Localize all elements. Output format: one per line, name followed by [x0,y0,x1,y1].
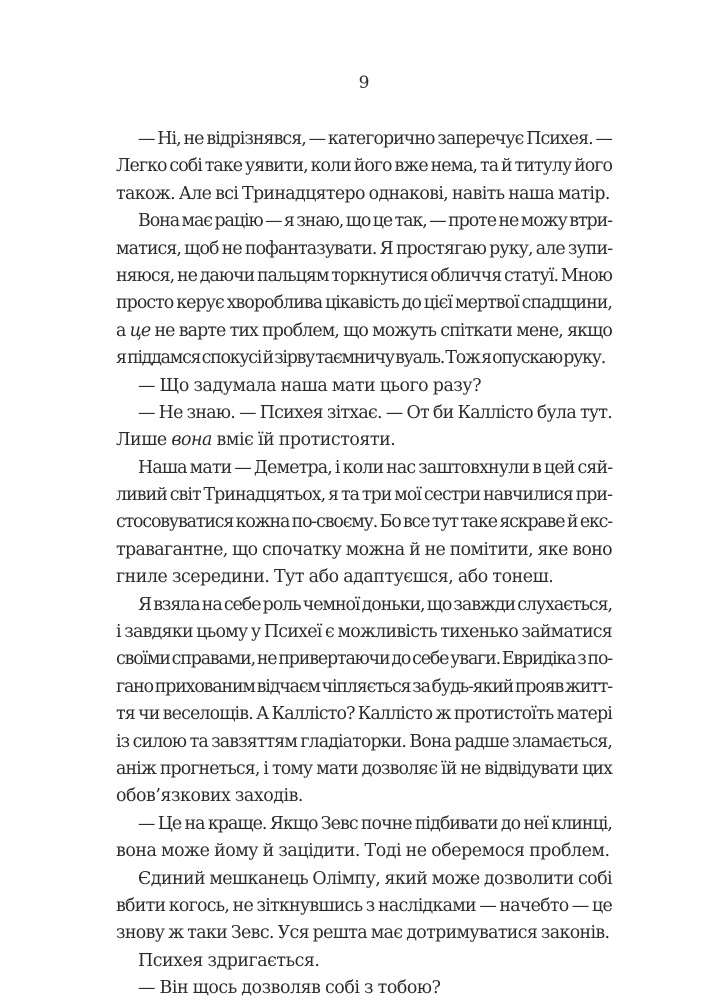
text-line [116,427,612,454]
text-segment: і завдяки цьому у Психеї є можливість тихенько займатися [116,622,612,643]
text-line [116,318,612,345]
text-segment: гано прихованим відчаєм чіпляється за будь-який прояв житт- [116,676,612,697]
text-segment: вона може йому й зацідити. Тоді не оберемося проблем. [116,841,610,862]
text-line [116,400,612,427]
text-segment: стосовуватися кожна по-своєму. Бо все тут таке яскраве й екс- [116,512,612,533]
text-segment: Психея здригається. [138,950,320,971]
text-segment: аніж прогнеться, і тому мати дозволяє їй не відвідувати цих [116,758,612,779]
text-line [116,838,612,865]
text-line [116,509,612,536]
text-segment: Вона має рацію — я знаю, що це так, — проте не можу втри- [138,211,612,232]
text-line [116,646,612,673]
text-line [116,208,612,235]
text-segment: також. Але всі Тринадцятеро однакові, навіть наша матір. [116,183,610,204]
text-segment: матися, щоб не пофантазувати. Я простягаю руку, але зупи- [116,238,613,259]
text-segment: няюся, не даючи пальцям торкнутися обличчя статуї. Мною [116,265,612,286]
text-line [116,783,612,810]
text-line [116,181,612,208]
text-line [116,674,612,701]
text-segment: Лише [116,430,172,451]
text-segment: вміє їй протистояти. [211,430,396,451]
text-segment: — Він щось дозволяв собі з тобою? [138,978,441,999]
text-line [116,756,612,783]
text-segment: я піддамся спокусі й зірву таємничу вуаль. Тож я опускаю руку. [116,348,605,369]
text-segment: травагантне, що спочатку можна й не помітити, яке воно [116,539,612,560]
text-line [116,975,612,1002]
text-line [116,564,612,591]
page-number: 9 [358,73,370,93]
text-line [116,373,612,400]
text-line [116,893,612,920]
emphasis-segment: це [129,320,151,341]
text-line [116,263,612,290]
text-segment: обов’язкових заходів. [116,786,304,807]
text-line [116,290,612,317]
text-line [116,455,612,482]
text-line [116,948,612,975]
text-line [116,126,612,153]
text-segment: Наша мати — Деметра, і коли нас заштовхнули в цей сяй- [138,457,613,478]
text-segment: не варте тих проблем, що можуть спіткати мене, якщо [150,320,612,341]
text-line [116,701,612,728]
text-line [116,153,612,180]
text-segment: гниле зсередини. Тут або адаптуєшся, або тонеш. [116,567,554,588]
text-segment: просто керує хвороблива цікавість до цієї мертвої спадщини, [116,293,612,314]
text-line [116,482,612,509]
text-line [116,729,612,756]
text-segment: тя чи веселощів. А Каллісто? Каллісто ж протистоїть матері [116,704,612,725]
text-line [116,619,612,646]
text-segment: — Ні, не відрізнявся, — категорично заперечує Психея. — [138,129,612,149]
text-segment: вбити когось, не зіткнувшись з наслідками — начебто — це [116,895,612,916]
text-segment: ливий світ Тринадцятьох, я та три мої сестри навчилися при- [116,485,612,506]
text-line [116,236,612,263]
text-line [116,345,612,372]
text-segment: Єдиний мешканець Олімпу, який може дозволити собі [138,868,612,889]
text-line [116,811,612,838]
text-line [116,920,612,947]
text-segment: а [116,320,130,341]
text-segment: — Це на краще. Якщо Зевс почне підбивати до неї клинці, [138,813,612,834]
text-segment: своїми справами, не привертаючи до себе уваги. Евридіка з по- [116,649,612,670]
text-segment: — Що задумала наша мати цього разу? [138,375,482,396]
emphasis-segment: вона [171,430,212,451]
text-segment: із силою та завзяттям гладіаторки. Вона радше зламається, [116,731,612,752]
text-segment: Я взяла на себе роль чемної доньки, що завжди слухається, [138,594,612,615]
text-line [116,537,612,564]
body-text [116,126,612,1003]
text-segment: знову ж таки Зевс. Уся решта має дотримуватися законів. [116,923,610,944]
text-line [116,592,612,619]
text-line [116,866,612,893]
text-segment: — Не знаю. — Психея зітхає. — От би Каллісто була тут. [138,402,612,423]
text-segment: Легко собі таке уявити, коли його вже нема, та й титулу його [116,156,612,177]
